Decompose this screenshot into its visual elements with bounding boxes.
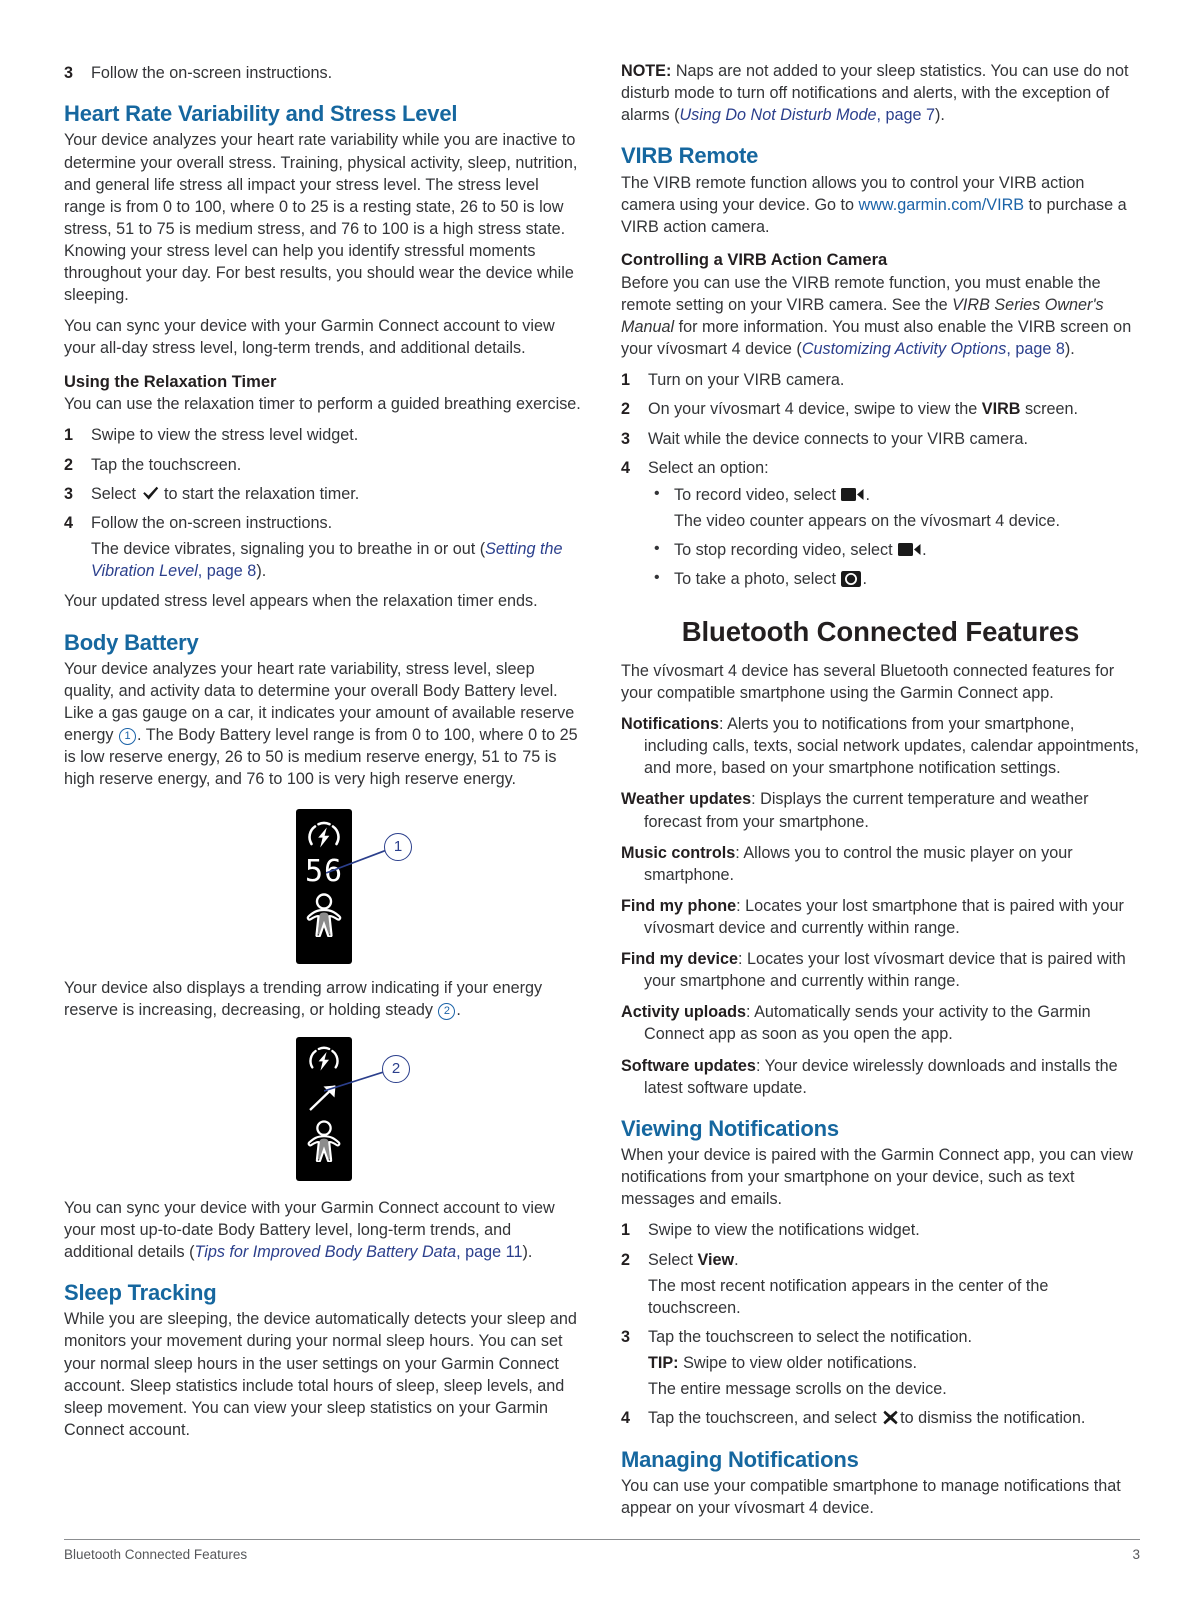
note-text: Naps are not added to your sleep statistics. You can use do not disturb mode to turn off notifications and alerts, with the exception of alarms ( [621,62,1129,125]
right-column [621,60,1140,1528]
step-text: Wait while the device connects to your VIRB camera. [648,429,1028,448]
section-heading-body-battery: Body Battery [64,629,199,655]
bluetooth-feature-definitions [621,713,1140,1099]
paragraph: Your updated stress level appears when the relaxation timer ends. [64,592,538,611]
list-item [621,1219,1140,1241]
checkmark-icon [142,485,159,500]
paragraph-text: You can sync your device with your Garmin Connect account to view your most up-to-date Body Battery level, long-term trends, and additional details ( [64,1198,555,1261]
viewing-notifications-steps [621,1219,1140,1429]
video-camera-icon [841,486,864,501]
note-text-end: ). [935,106,945,125]
paragraph-text-continued: to purchase a VIRB action camera. [621,195,1127,236]
definition-term: Activity uploads [621,1003,747,1022]
paragraph [64,1197,583,1263]
section-heading-hrv-stress: Heart Rate Variability and Stress Level [64,101,458,127]
paragraph-text-continued: ). [522,1242,533,1261]
section-heading-virb-remote: VIRB Remote [621,143,759,169]
step-number: 3 [621,1327,631,1346]
link-title: Customizing Activity Options [801,340,1007,359]
external-url-link[interactable]: www.garmin.com/VIRB [858,195,1025,214]
definition-item [621,842,1140,886]
step-number: 2 [621,400,631,419]
close-x-icon [883,1409,898,1424]
substep-text-end: ). [256,562,267,581]
step-text: Tap the touchscreen to select the notification. [648,1327,972,1346]
footer-page-number: 3 [1132,1547,1140,1562]
list-item [621,428,1140,450]
paragraph: The vívosmart 4 device has several Bluetooth connected features for your compatible smartphone using the Garmin Connect app. [621,661,1115,702]
list-item [621,369,1140,391]
step-substep: The entire message scrolls on the device. [648,1380,947,1399]
step-text: Follow the on-screen instructions. [91,64,333,82]
step-tip [648,1352,1140,1374]
step-text: On your vívosmart 4 device, swipe to view the [648,400,982,419]
definition-item [621,788,1140,832]
step-number: 3 [621,429,631,448]
step-text: Select an option: [648,458,769,477]
definition-term: Weather updates [621,790,752,809]
list-item [64,512,583,582]
definition-item [621,1055,1140,1099]
option-text-end: . [862,570,867,589]
link-page: , page 8 [1006,340,1065,359]
definition-term: Notifications [621,715,720,734]
step-text: Swipe to view the notifications widget. [648,1221,920,1240]
link-title: Tips for Improved Body Battery Data [194,1242,457,1261]
paragraph-text-continued: . [456,1000,461,1019]
link-title: Setting the Vibration Level [91,540,563,581]
step-text: Select [91,484,136,503]
substep-text: The device vibrates, signaling you to breathe in or out ( [91,540,486,559]
section-heading-managing-notifications: Managing Notifications [621,1446,859,1472]
two-column-layout [64,60,1140,1528]
link-page: , page 7 [876,106,936,125]
link-page: , page 8 [197,562,257,581]
paragraph-text: Before you can use the VIRB remote function, you must enable the remote setting on your VIRB camera. See the [621,273,1101,314]
definition-description: : Allows you to control the music player on your smartphone. [644,843,1073,884]
step-substep: The most recent notification appears in the center of the touchscreen. [648,1276,1049,1317]
paragraph-text-continued: . The Body Battery level range is from 0 to 100, where 0 to 25 is low reserve energy, 26 to 50 is medium reserve energy, 51 to 75 is high reserve energy, and 76 to 100 is very high reserve energy. [64,726,578,789]
cross-reference-link[interactable] [679,106,935,124]
link-title: Using Do Not Disturb Mode [679,106,877,125]
step-number: 4 [64,514,74,533]
paragraph [64,977,583,1021]
bullet-glyph: • [654,540,660,558]
note-label: NOTE: [621,62,672,80]
cross-reference-link[interactable] [802,340,1065,358]
definition-description: : Displays the current temperature and weather forecast from your smartphone. [644,790,1089,831]
note-paragraph [621,60,1140,126]
tip-text: Swipe to view older notifications. [678,1354,918,1373]
step-number: 2 [64,455,74,474]
device-screen-content [296,809,352,942]
link-page: , page 11 [456,1242,523,1261]
list-item [621,1407,1140,1429]
body-battery-value: 56 [304,853,344,889]
paragraph: You can use your compatible smartphone to manage notifications that appear on your vívosmart 4 device. [621,1476,1121,1517]
figure-body-battery-level [64,809,583,971]
step-number: 3 [64,484,74,503]
step-number: 1 [64,426,74,445]
definition-term: Software updates [621,1056,756,1075]
chapter-heading-bluetooth-connected-features: Bluetooth Connected Features [681,615,1080,647]
paragraph-text-continued: for more information. You must also enable the VIRB screen on your vívosmart 4 device ( [621,317,1132,359]
paragraph: While you are sleeping, the device automatically detects your sleep and monitors your movement during your normal sleep hours. You can set your normal sleep hours in the user settings on your Garmin Connect account. Sleep statistics include total hours of sleep, sleep levels, and sleep movement. You can view your sleep statistics on your Garmin Connect account. [64,1310,577,1439]
bullet-glyph: • [654,484,660,502]
option-text: To take a photo, select [674,570,836,589]
step-text-continued: . [734,1250,739,1269]
step-text-continued: screen. [1020,400,1079,419]
photo-camera-icon [841,571,861,587]
step-text: Follow the on-screen instructions. [91,514,333,533]
subsection-heading-relaxation-timer: Using the Relaxation Timer [64,372,277,391]
definition-item [621,1001,1140,1045]
step-number: 1 [621,371,631,390]
bullet-glyph: • [654,569,660,587]
paragraph [621,172,1140,238]
step-text: Tap the touchscreen, and select [648,1409,877,1428]
list-item [64,424,583,446]
paragraph: You can sync your device with your Garmin Connect account to view your all-day stress level, long-term trends, and additional details. [64,317,555,358]
cross-reference-link[interactable] [194,1243,522,1261]
paragraph-text-end: ). [1064,340,1075,359]
list-item [648,568,1140,590]
definition-description: : Automatically sends your activity to the Garmin Connect app as soon as you open the app. [644,1003,1091,1044]
emphasis-view: View [697,1250,735,1269]
subsection-heading-controlling-virb: Controlling a VIRB Action Camera [621,250,888,269]
device-screen [296,809,352,964]
option-text-end: . [922,541,927,560]
section-heading-viewing-notifications: Viewing Notifications [621,1115,839,1141]
paragraph-text: The VIRB remote function allows you to control your VIRB action camera using your device. Go to [621,173,1085,214]
definition-item [621,948,1140,992]
step-text-continued: to dismiss the notification. [900,1409,1086,1428]
paragraph [64,658,583,791]
tip-label: TIP: [648,1354,679,1373]
list-item [64,62,583,84]
option-substep: The video counter appears on the vívosmart 4 device. [674,512,1061,531]
definition-description: : Locates your lost smartphone that is paired with your vívosmart device and currently within range. [644,896,1124,937]
left-column [64,60,583,1528]
definition-item [621,895,1140,939]
step-text: Select [648,1250,698,1269]
step-number: 3 [64,64,74,82]
option-text: To stop recording video, select [674,541,893,560]
step-text: Swipe to view the stress level widget. [91,426,359,445]
page-footer [64,1539,1140,1562]
paragraph-text: Your device also displays a trending arrow indicating if your energy reserve is increasing, decreasing, or holding steady [64,978,543,1019]
paragraph: Your device analyzes your heart rate variability while you are inactive to determine your overall stress. Training, physical activity, sleep, nutrition, and general life stress all impact your stress level. The stress level range is from 0 to 100, where 0 to 25 is a resting state, 26 to 50 is low stress, 51 to 75 is medium stress, and 76 to 100 is a high stress state. Knowing your stress level can help you identify stressful moments throughout your day. For best results, you should wear the device while sleeping. [64,131,578,305]
definition-description: : Locates your lost vívosmart device that is paired with your smartphone and currently within range. [644,950,1126,991]
callout-number-2: 2 [438,1003,455,1020]
definition-term: Find my phone [621,896,737,915]
option-text: To record video, select [674,485,836,504]
step-number: 4 [621,458,631,477]
option-text-end: . [865,485,870,504]
body-figure-icon [305,1120,343,1167]
definition-term: Music controls [621,843,736,862]
device-screen [296,1037,352,1181]
paragraph: When your device is paired with the Garmin Connect app, you can view notifications from your smartphone on your device, such as text messages and emails. [621,1146,1133,1209]
definition-term: Find my device [621,950,738,969]
list-item [648,539,1140,561]
list-item [621,398,1140,420]
figure-body-battery-trend [64,1037,583,1189]
device-screen-content [296,1037,352,1167]
paragraph [621,272,1140,360]
virb-option-list [648,484,1140,591]
callout-marker-1: 1 [384,833,412,861]
section-heading-sleep-tracking: Sleep Tracking [64,1280,217,1306]
controlling-virb-steps [621,369,1140,590]
callout-number-1: 1 [119,728,136,745]
step-number: 1 [621,1221,631,1240]
paragraph: You can use the relaxation timer to perform a guided breathing exercise. [64,395,581,414]
manual-title-italic: VIRB Series Owner's Manual [621,295,1104,336]
step-text-continued: to start the relaxation timer. [164,484,360,503]
definition-description: : Your device wirelessly downloads and installs the latest software update. [644,1056,1118,1097]
callout-marker-2: 2 [382,1055,410,1083]
paragraph-text: Your device analyzes your heart rate variability, stress level, sleep quality, and activity data to determine your overall Body Battery level. Like a gas gauge on a car, it indicates your amount of available reserve energy [64,659,575,745]
list-item [621,1326,1140,1400]
relaxation-timer-steps [64,424,583,582]
step-number: 4 [621,1409,631,1428]
step-substep [91,538,583,582]
step-text: Turn on your VIRB camera. [648,371,845,390]
list-item [621,457,1140,591]
list-item [64,454,583,476]
step-text: Tap the touchscreen. [91,455,242,474]
body-figure-icon [304,893,344,942]
video-camera-icon [898,541,921,556]
definition-item [621,713,1140,779]
list-item [621,1249,1140,1319]
definition-description: : Alerts you to notifications from your smartphone, including calls, texts, social network updates, calendar appointments, and more, based on your smartphone notification settings. [644,715,1139,778]
list-item [64,483,583,505]
step-number: 2 [621,1250,631,1269]
footer-chapter-label: Bluetooth Connected Features [64,1547,248,1562]
emphasis-virb: VIRB [981,400,1021,419]
list-item [648,484,1140,532]
orphan-step-list [64,62,583,84]
